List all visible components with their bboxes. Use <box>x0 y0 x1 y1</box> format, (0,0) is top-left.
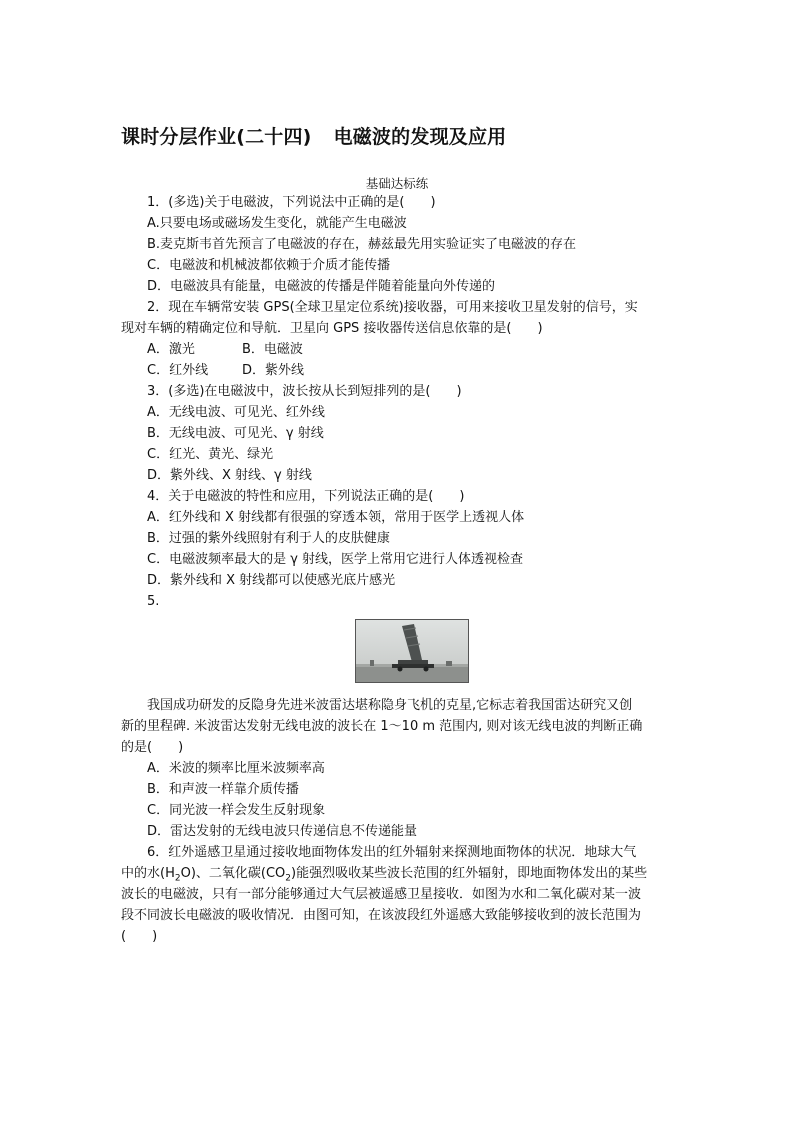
q2-stem-line1: 2．现在车辆常安装 GPS(全球卫星定位系统)接收器，可用来接收卫星发射的信号，实 <box>147 300 638 315</box>
q6-text-b: O)、二氧化碳(CO <box>180 866 286 881</box>
section-heading: 基础达标练 <box>365 176 429 191</box>
q6-stem-line4: 段不同波长电磁波的吸收情况．由图可知，在该波段红外遥感大致能够接收到的波长范围为 <box>121 908 642 923</box>
title-main: 课时分层作业(二十四) <box>121 126 312 148</box>
q4-option-b: B．过强的紫外线照射有利于人的皮肤健康 <box>147 531 390 546</box>
q2-option-b: B．电磁波 <box>242 342 303 357</box>
q5-stem-line1: 我国成功研发的反隐身先进米波雷达堪称隐身飞机的克星,它标志着我国雷达研究又创 <box>147 698 633 713</box>
radar-photo <box>355 619 469 683</box>
q1-option-a: A.只要电场或磁场发生变化，就能产生电磁波 <box>147 216 407 231</box>
q5-number: 5. <box>147 594 160 609</box>
q3-stem: 3．(多选)在电磁波中，波长按从长到短排列的是( ) <box>147 384 462 399</box>
q5-stem-line3: 的是( ) <box>121 740 184 755</box>
q3-option-c: C．红光、黄光、绿光 <box>147 447 274 462</box>
q2-option-a: A．激光 <box>147 342 195 357</box>
q1-option-d: D．电磁波具有能量，电磁波的传播是伴随着能量向外传递的 <box>147 279 496 294</box>
q2-option-c: C．红外线 <box>147 363 209 378</box>
q4-option-c: C．电磁波频率最大的是 γ 射线，医学上常用它进行人体透视检查 <box>147 552 524 567</box>
q1-option-c: C．电磁波和机械波都依赖于介质才能传播 <box>147 258 391 273</box>
q4-option-a: A．红外线和 X 射线都有很强的穿透本领，常用于医学上透视人体 <box>147 510 525 525</box>
q6-text-c: )能强烈吸收某些波长范围的红外辐射，即地面物体发出的某些 <box>291 866 648 881</box>
q5-option-d: D．雷达发射的无线电波只传递信息不传递能量 <box>147 824 418 839</box>
q2-option-d: D．紫外线 <box>242 363 305 378</box>
q2-stem-line2: 现对车辆的精确定位和导航．卫星向 GPS 接收器传送信息依靠的是( ) <box>121 321 543 336</box>
q3-option-b: B．无线电波、可见光、γ 射线 <box>147 426 324 441</box>
q5-option-c: C．同光波一样会发生反射现象 <box>147 803 326 818</box>
q5-option-a: A．米波的频率比厘米波频率高 <box>147 761 325 776</box>
q1-stem: 1．(多选)关于电磁波，下列说法中正确的是( ) <box>147 195 436 210</box>
q2-options-ab <box>147 340 303 360</box>
q3-option-d: D．紫外线、X 射线、γ 射线 <box>147 468 312 483</box>
q2-options-cd <box>147 361 304 381</box>
q6-subscript-h2o: 2 <box>174 873 181 884</box>
q6-text-a: 中的水(H <box>121 866 175 881</box>
q6-stem-line3: 波长的电磁波，只有一部分能够通过大气层被遥感卫星接收．如图为水和二氧化碳对某一波 <box>121 887 642 902</box>
q4-stem: 4．关于电磁波的特性和应用，下列说法正确的是( ) <box>147 489 465 504</box>
q5-stem-line2: 新的里程碑. 米波雷达发射无线电波的波长在 1～10 m 范围内, 则对该无线电波的判断正确 <box>121 719 643 734</box>
q3-option-a: A．无线电波、可见光、红外线 <box>147 405 325 420</box>
q6-subscript-co2: 2 <box>285 873 292 884</box>
q4-option-d: D．紫外线和 X 射线都可以使感光底片感光 <box>147 573 396 588</box>
q6-stem-line1: 6．红外遥感卫星通过接收地面物体发出的红外辐射来探测地面物体的状况．地球大气 <box>147 845 637 860</box>
q1-option-b: B.麦克斯韦首先预言了电磁波的存在，赫兹最先用实验证实了电磁波的存在 <box>147 237 577 252</box>
q6-stem-line5: ( ) <box>121 929 158 944</box>
title-sub: 电磁波的发现及应用 <box>333 126 507 148</box>
page-title <box>121 122 506 149</box>
radar-photo-drawing <box>356 620 468 682</box>
q5-option-b: B．和声波一样靠介质传播 <box>147 782 299 797</box>
